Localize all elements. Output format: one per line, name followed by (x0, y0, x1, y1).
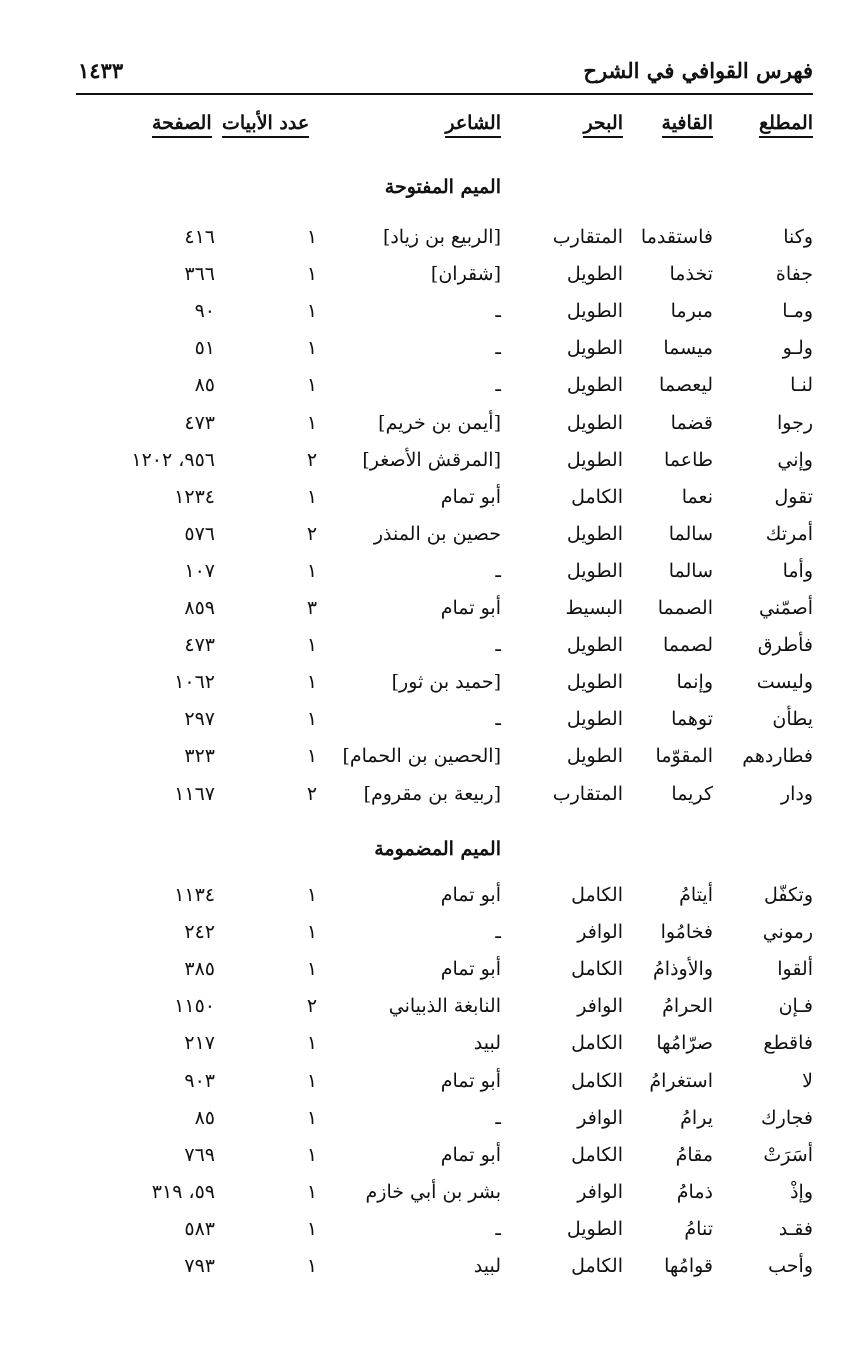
cell-qafiya: تخذما (669, 263, 713, 285)
cell-matla: فـإن (778, 995, 813, 1017)
cell-bahr: الطويل (566, 300, 623, 322)
cell-qafiya: فاستقدما (640, 226, 713, 248)
cell-abyat: ٣ (306, 597, 318, 619)
cell-matla: جفاة (775, 263, 813, 285)
cell-abyat: ١ (306, 1070, 318, 1092)
cell-abyat: ١ (306, 1181, 318, 1203)
cell-safha: ٤١٦ (184, 226, 215, 248)
cell-shaer: ـ (495, 374, 501, 396)
cell-matla: فجارك (761, 1107, 813, 1129)
cell-abyat: ١ (306, 412, 318, 434)
cell-bahr: الكامل (571, 1255, 623, 1277)
cell-safha: ٢٩٧ (184, 708, 215, 730)
cell-qafiya: تنامُ (684, 1218, 713, 1240)
cell-shaer: [أيمن بن خريم] (378, 412, 501, 434)
cell-qafiya: الحرامُ (662, 995, 713, 1017)
cell-bahr: الطويل (566, 412, 623, 434)
cell-shaer: ـ (495, 1218, 501, 1240)
cell-abyat: ٢ (306, 523, 318, 545)
cell-qafiya: كريما (671, 783, 713, 805)
cell-safha: ٣٦٦ (184, 263, 215, 285)
section-title: الميم المضمومة (374, 838, 501, 860)
cell-matla: ومـا (782, 300, 813, 322)
cell-bahr: الكامل (571, 884, 623, 906)
cell-shaer: أبو تمام (440, 958, 501, 980)
cell-safha: ٢٤٢ (184, 921, 215, 943)
column-header-bahr: البحر (583, 112, 623, 138)
column-header-safha: الصفحة (152, 112, 212, 138)
cell-abyat: ١ (306, 708, 318, 730)
cell-shaer: ـ (495, 337, 501, 359)
cell-abyat: ١ (306, 226, 318, 248)
cell-shaer: [حميد بن ثور] (391, 671, 501, 693)
cell-abyat: ٢ (306, 783, 318, 805)
cell-matla: وليست (756, 671, 813, 693)
cell-qafiya: الصمما (657, 597, 713, 619)
cell-matla: رموني (762, 921, 813, 943)
cell-qafiya: طاعما (663, 449, 713, 471)
cell-abyat: ١ (306, 374, 318, 396)
page-number: ١٤٣٣ (78, 58, 124, 83)
cell-abyat: ١ (306, 300, 318, 322)
cell-bahr: الطويل (566, 634, 623, 656)
cell-abyat: ١ (306, 921, 318, 943)
cell-qafiya: قوامُها (664, 1255, 713, 1277)
cell-matla: رجوا (776, 412, 813, 434)
cell-safha: ١١٣٤ (174, 884, 215, 906)
cell-abyat: ١ (306, 884, 318, 906)
page-title: فهرس القوافي في الشرح (583, 58, 813, 83)
cell-shaer: أبو تمام (440, 486, 501, 508)
cell-abyat: ١ (306, 486, 318, 508)
cell-qafiya: نعما (681, 486, 713, 508)
column-header-qafiya: القافية (662, 112, 713, 138)
cell-abyat: ٢ (306, 995, 318, 1017)
cell-safha: ١١٦٧ (174, 783, 215, 805)
cell-abyat: ١ (306, 1032, 318, 1054)
cell-shaer: ـ (495, 560, 501, 582)
cell-qafiya: أيتامُ (679, 884, 713, 906)
cell-bahr: الكامل (571, 1070, 623, 1092)
cell-abyat: ١ (306, 1144, 318, 1166)
cell-safha: ٤٧٣ (184, 634, 215, 656)
cell-matla: أصمّني (759, 597, 813, 619)
cell-matla: وإني (777, 449, 813, 471)
cell-qafiya: مبرما (670, 300, 713, 322)
cell-abyat: ١ (306, 671, 318, 693)
cell-shaer: ـ (495, 921, 501, 943)
cell-shaer: [الحصين بن الحمام] (342, 745, 501, 767)
cell-safha: ٩٥٦، ١٢٠٢ (131, 449, 215, 471)
cell-safha: ٨٥ (194, 374, 215, 396)
cell-qafiya: يرامُ (680, 1107, 713, 1129)
cell-bahr: الكامل (571, 1032, 623, 1054)
cell-matla: وأما (782, 560, 813, 582)
cell-bahr: الطويل (566, 263, 623, 285)
cell-matla: وإذْ (790, 1181, 813, 1203)
cell-abyat: ١ (306, 263, 318, 285)
cell-bahr: الوافر (577, 995, 623, 1017)
cell-shaer: ـ (495, 1107, 501, 1129)
cell-shaer: أبو تمام (440, 1144, 501, 1166)
cell-shaer: [الربيع بن زياد] (382, 226, 501, 248)
cell-matla: وأحب (768, 1255, 813, 1277)
cell-matla: لا (802, 1070, 813, 1092)
header-rule (76, 93, 813, 95)
cell-qafiya: صرّامُها (656, 1032, 713, 1054)
cell-abyat: ١ (306, 1218, 318, 1240)
cell-safha: ٨٥٩ (184, 597, 215, 619)
column-header-shaer: الشاعر (445, 112, 501, 138)
cell-safha: ٨٥ (194, 1107, 215, 1129)
column-header-abyat: عدد الأبيات (222, 112, 309, 138)
cell-shaer: [ربيعة بن مقروم] (363, 783, 501, 805)
cell-shaer: [المرقش الأصغر] (362, 449, 501, 471)
cell-matla: وكنا (783, 226, 813, 248)
cell-bahr: الطويل (566, 374, 623, 396)
cell-shaer: لبيد (473, 1255, 501, 1277)
cell-shaer: أبو تمام (440, 1070, 501, 1092)
cell-bahr: الوافر (577, 921, 623, 943)
cell-qafiya: ليعصما (659, 374, 713, 396)
cell-safha: ٥٨٣ (184, 1218, 215, 1240)
cell-bahr: الطويل (566, 1218, 623, 1240)
cell-abyat: ١ (306, 634, 318, 656)
cell-bahr: الطويل (566, 671, 623, 693)
cell-abyat: ١ (306, 745, 318, 767)
cell-shaer: أبو تمام (440, 597, 501, 619)
cell-qafiya: والأوذامُ (653, 958, 713, 980)
cell-matla: ألقوا (777, 958, 813, 980)
column-header-matla: المطلع (759, 112, 813, 138)
cell-abyat: ١ (306, 1255, 318, 1277)
cell-shaer: ـ (495, 708, 501, 730)
cell-abyat: ١ (306, 958, 318, 980)
cell-matla: تقول (774, 486, 813, 508)
cell-matla: ولـو (782, 337, 813, 359)
cell-safha: ٣٨٥ (184, 958, 215, 980)
cell-safha: ٣٢٣ (184, 745, 215, 767)
cell-bahr: الطويل (566, 523, 623, 545)
cell-qafiya: ذمامُ (676, 1181, 713, 1203)
cell-qafiya: قضما (670, 412, 713, 434)
cell-bahr: الطويل (566, 337, 623, 359)
cell-matla: يطأن (772, 708, 813, 730)
cell-matla: ودار (780, 783, 813, 805)
cell-safha: ٧٩٣ (184, 1255, 215, 1277)
cell-safha: ٥٩، ٣١٩ (151, 1181, 215, 1203)
cell-matla: وتكفّل (764, 884, 813, 906)
cell-safha: ٩٠ (194, 300, 215, 322)
cell-matla: فقـد (778, 1218, 813, 1240)
cell-bahr: الكامل (571, 958, 623, 980)
cell-safha: ١٠٧ (184, 560, 215, 582)
cell-abyat: ١ (306, 337, 318, 359)
cell-safha: ٢١٧ (184, 1032, 215, 1054)
cell-matla: فاقطع (763, 1032, 813, 1054)
cell-shaer: بشر بن أبي خازم (365, 1181, 501, 1203)
cell-qafiya: سالما (668, 560, 713, 582)
cell-abyat: ١ (306, 560, 318, 582)
cell-safha: ٥٧٦ (184, 523, 215, 545)
cell-bahr: الطويل (566, 449, 623, 471)
cell-qafiya: توهما (671, 708, 713, 730)
cell-abyat: ١ (306, 1107, 318, 1129)
cell-safha: ٥١ (194, 337, 215, 359)
cell-shaer: النابغة الذبياني (388, 995, 501, 1017)
cell-bahr: البسيط (565, 597, 623, 619)
cell-shaer: ـ (495, 300, 501, 322)
cell-bahr: الطويل (566, 560, 623, 582)
cell-qafiya: المقوّما (655, 745, 713, 767)
cell-matla: فطاردهم (742, 745, 813, 767)
cell-bahr: المتقارب (552, 783, 623, 805)
cell-safha: ٤٧٣ (184, 412, 215, 434)
cell-safha: ١٢٣٤ (174, 486, 215, 508)
cell-matla: أسَرَتْ (763, 1144, 813, 1166)
cell-shaer: [شقران] (430, 263, 501, 285)
cell-matla: فأطرق (757, 634, 813, 656)
cell-qafiya: فخامُوا (660, 921, 713, 943)
cell-bahr: الكامل (571, 486, 623, 508)
cell-bahr: الطويل (566, 708, 623, 730)
cell-shaer: أبو تمام (440, 884, 501, 906)
cell-qafiya: ميسما (663, 337, 713, 359)
cell-qafiya: مقامُ (675, 1144, 713, 1166)
cell-qafiya: لصمما (662, 634, 713, 656)
cell-qafiya: وإنما (676, 671, 713, 693)
cell-bahr: الوافر (577, 1181, 623, 1203)
cell-safha: ٧٦٩ (184, 1144, 215, 1166)
cell-safha: ١١٥٠ (174, 995, 215, 1017)
section-title: الميم المفتوحة (384, 176, 501, 198)
cell-bahr: المتقارب (552, 226, 623, 248)
cell-bahr: الطويل (566, 745, 623, 767)
cell-bahr: الكامل (571, 1144, 623, 1166)
cell-qafiya: استغرامُ (649, 1070, 713, 1092)
cell-abyat: ٢ (306, 449, 318, 471)
cell-matla: لنـا (790, 374, 813, 396)
cell-shaer: حصين بن المنذر (373, 523, 501, 545)
cell-safha: ١٠٦٢ (174, 671, 215, 693)
cell-shaer: لبيد (473, 1032, 501, 1054)
cell-matla: أمرتك (765, 523, 813, 545)
cell-bahr: الوافر (577, 1107, 623, 1129)
cell-qafiya: سالما (668, 523, 713, 545)
cell-shaer: ـ (495, 634, 501, 656)
cell-safha: ٩٠٣ (184, 1070, 215, 1092)
